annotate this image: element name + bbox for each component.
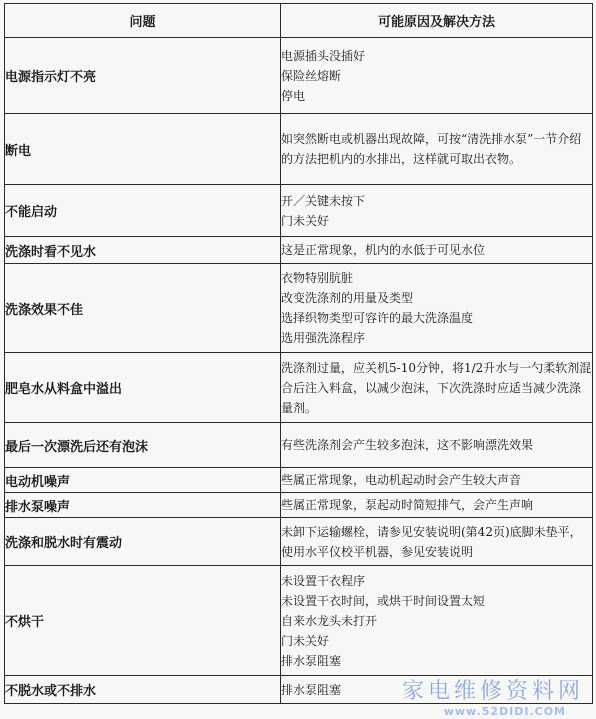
header-problem: 问题: [5, 4, 281, 38]
cause-line: 些属正常现象，泵起动时简短排气，会产生声响: [281, 498, 534, 512]
cause-cell: [281, 518, 593, 566]
header-cause: 可能原因及解决方法: [281, 4, 593, 38]
cause-line: 排水泵阻塞: [281, 682, 342, 697]
watermark-text: 家电维修资料网: [401, 679, 584, 704]
problem-cell: 肥皂水从料盒中溢出: [5, 353, 281, 423]
cause-line: 排水泵阻塞: [281, 653, 342, 668]
cause-cell: [281, 185, 593, 237]
cause-line: 选用强洗涤程序: [281, 331, 366, 345]
cause-cell: [281, 566, 593, 676]
problem-cell: 不脱水或不排水: [5, 676, 281, 704]
table-row: [5, 566, 593, 676]
cause-cell: [281, 423, 593, 468]
cause-line: 改变洗涤剂的用量及类型: [281, 291, 414, 305]
cause-line: 门未关好: [281, 213, 330, 228]
cause-line: 开／关键未按下: [281, 193, 366, 208]
cause-line: 衣物特别肮脏: [281, 271, 354, 285]
table-row: [5, 353, 593, 423]
cause-line: 门未关好: [281, 633, 330, 648]
cause-line: 电源插头没插好: [281, 48, 366, 63]
problem-cell: 电源指示灯不亮: [5, 38, 281, 114]
cause-cell: [281, 114, 593, 185]
table-row: [5, 468, 593, 493]
problem-cell: 最后一次漂洗后还有泡沫: [5, 423, 281, 468]
cause-line: 选择织物类型可容许的最大洗涤温度: [281, 311, 474, 325]
cause-paragraph: 洗涤剂过量，应关机5-10分钟，将1/2升水与一勺柔软剂混合后注入料盒，以减少泡沫，下次洗涤时应适当减少洗涤量剂。: [281, 360, 592, 415]
problem-cell: 电动机噪声: [5, 468, 281, 493]
cause-line: 这是正常现象，机内的水低于可见水位: [281, 243, 486, 257]
table-row: [5, 423, 593, 468]
problem-cell: 断电: [5, 114, 281, 185]
troubleshooting-table: [4, 3, 593, 704]
watermark-url: www.52DIDI.COM: [443, 705, 566, 718]
cause-paragraph: 未卸下运输螺栓，请参见安装说明(第42页)底脚未垫平，使用水平仪校平机器，参见安装说明: [281, 524, 582, 559]
cause-cell: [281, 237, 593, 264]
cause-cell: [281, 353, 593, 423]
cause-cell: [281, 493, 593, 518]
cause-line: 停电: [281, 88, 306, 103]
table-row: [5, 185, 593, 237]
cause-line: 未设置干衣程序: [281, 573, 366, 588]
cause-cell: [281, 468, 593, 493]
cause-cell: [281, 38, 593, 114]
table-row: [5, 518, 593, 566]
table-row: [5, 114, 593, 185]
cause-paragraph: 如突然断电或机器出现故障，可按“清洗排水泵”一节介绍的方法把机内的水排出，这样就可取出衣物。: [281, 132, 582, 166]
cause-line: 些属正常现象，电动机起动时会产生较大声音: [281, 473, 522, 487]
problem-cell: 洗涤效果不佳: [5, 264, 281, 353]
cause-cell: [281, 264, 593, 353]
table-row: [5, 38, 593, 114]
problem-cell: 洗涤时看不见水: [5, 237, 281, 264]
table-row: [5, 493, 593, 518]
cause-paragraph: 有些洗涤剂会产生较多泡沫，这不影响漂洗效果: [281, 438, 534, 452]
problem-cell: 不能启动: [5, 185, 281, 237]
table-row: [5, 237, 593, 264]
problem-cell: 洗涤和脱水时有震动: [5, 518, 281, 566]
cause-line: 自来水龙头未打开: [281, 613, 378, 628]
problem-cell: 不烘干: [5, 566, 281, 676]
problem-cell: 排水泵噪声: [5, 493, 281, 518]
table-row: [5, 264, 593, 353]
cause-line: 未设置干衣时间，或烘干时间设置太短: [281, 593, 486, 608]
table-header-row: [5, 4, 593, 38]
cause-line: 保险丝熔断: [281, 68, 342, 83]
